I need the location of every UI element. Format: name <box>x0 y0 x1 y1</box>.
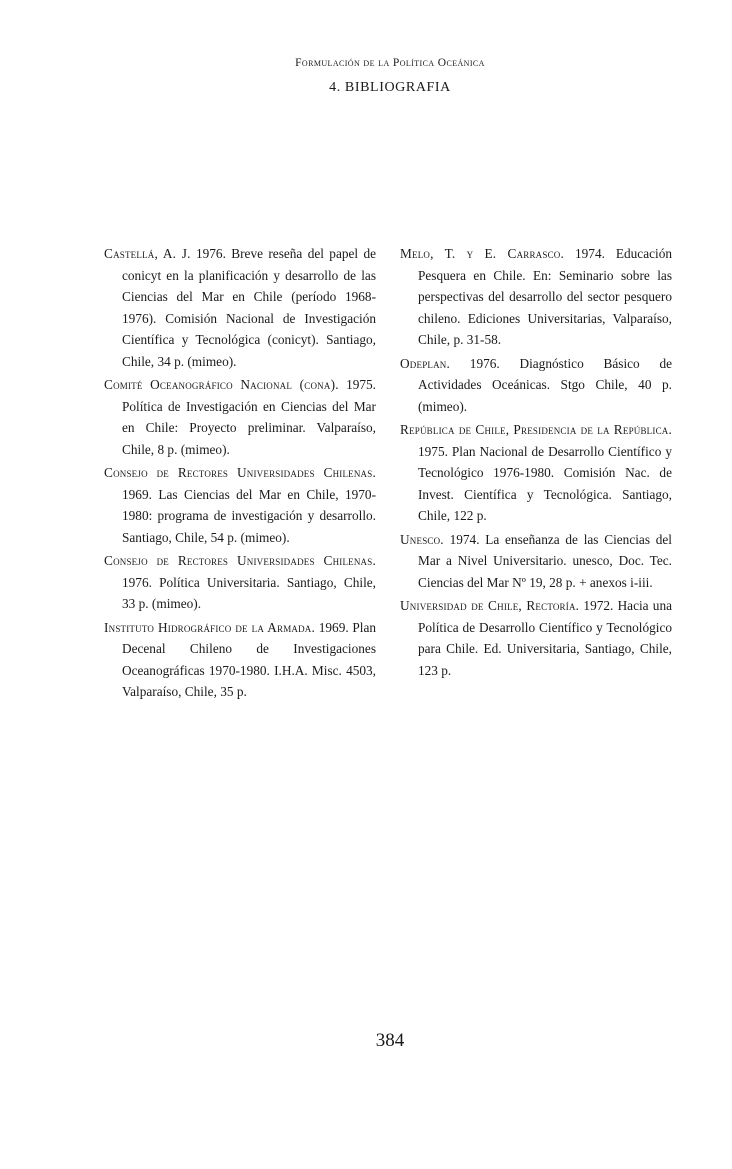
entry-author: Unesco. <box>400 531 444 547</box>
entry-text: 1974. Educación Pesquera en Chile. En: Seminario sobre las perspectivas del desarrollo del sector pesquero chileno. Ediciones Universitarias, Valparaíso, Chile, p. 31-58. <box>418 246 673 347</box>
bibliography-left-column <box>104 243 376 705</box>
bibliography-entry <box>400 419 672 527</box>
bibliography-entry <box>104 617 376 703</box>
entry-text: 1974. La enseñanza de las Ciencias del Mar a Nivel Universitario. unesco, Doc. Tec. Ciencias del Mar Nº 19, 28 p. + anexos i-iii. <box>418 531 672 590</box>
entry-text: 1975. Plan Nacional de Desarrollo Científico y Tecnológico 1976-1980. Comisión Nac. de Invest. Científica y Tecnológica. Santiago, Chile, 122 p. <box>418 443 672 523</box>
running-head: Formulación de la Política Oceánica <box>295 57 485 69</box>
entry-author: Instituto Hidrográfico de la Armada. <box>104 619 316 635</box>
entry-text: 1976. Breve reseña del papel de conicyt en la planificación y desarrollo de las Ciencias del Mar en Chile (período 1968-1976). Comisión Nacional de Investigación Científica y Tecnológica (conicyt). Santiago, Chile, 34 p. (mimeo). <box>122 246 377 369</box>
entry-author: Universidad de Chile, Rectoría. <box>400 598 580 613</box>
entry-author: Odeplan. <box>400 355 451 371</box>
bibliography-entry <box>400 353 672 418</box>
entry-author: Comité Oceanográfico Nacional (cona). <box>104 377 339 392</box>
entry-author: Consejo de Rectores Universidades Chilenas. <box>104 465 376 480</box>
entry-text: 1969. Las Ciencias del Mar en Chile, 1970-1980: programa de investigación y desarrollo. Santiago, Chile, 54 p. (mimeo). <box>122 486 376 545</box>
bibliography-entry <box>400 595 672 681</box>
entry-author: Melo, T. y E. Carrasco. <box>400 246 565 261</box>
bibliography-entry <box>104 550 376 615</box>
bibliography-entry <box>104 243 376 372</box>
page-number: 384 <box>375 1030 405 1051</box>
entry-text: 1975. Política de Investigación en Ciencias del Mar en Chile: Proyecto preliminar. Valparaíso, Chile, 8 p. (mimeo). <box>122 377 376 457</box>
section-title: 4. BIBLIOGRAFIA <box>329 80 451 95</box>
entry-author: Castellá, A. J. <box>104 246 191 261</box>
bibliography-entry <box>104 374 376 460</box>
entry-author: Consejo de Rectores Universidades Chilenas. <box>104 553 376 568</box>
bibliography-entry <box>400 529 672 594</box>
bibliography-entry <box>400 243 672 351</box>
bibliography-right-column <box>400 243 672 683</box>
entry-text: 1969. Plan Decenal Chileno de Investigaciones Oceanográficas 1970-1980. I.H.A. Misc. 4503, Valparaíso, Chile, 35 p. <box>122 619 377 699</box>
entry-text: 1976. Diagnóstico Básico de Actividades Oceánicas. Stgo Chile, 40 p. (mimeo). <box>418 355 672 414</box>
entry-text: 1976. Política Universitaria. Santiago, Chile, 33 p. (mimeo). <box>122 574 376 611</box>
bibliography-entry <box>104 462 376 548</box>
entry-author: República de Chile, Presidencia de la República. <box>400 422 672 437</box>
entry-text: 1972. Hacia una Política de Desarrollo Científico y Tecnológico para Chile. Ed. Universitaria, Santiago, Chile, 123 p. <box>418 598 672 678</box>
